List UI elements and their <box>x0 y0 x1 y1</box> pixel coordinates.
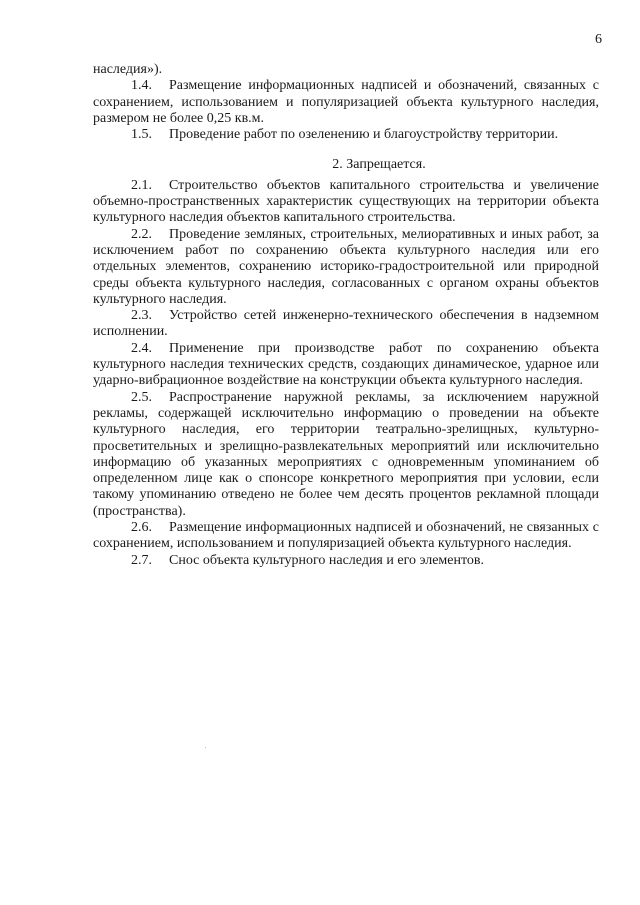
item-number: 2.2. <box>131 226 152 242</box>
document-body <box>93 62 599 569</box>
item-number: 2.1. <box>131 177 152 193</box>
item-1-5 <box>93 127 599 143</box>
item-number: 1.4. <box>131 78 152 94</box>
item-number: 2.3. <box>131 308 152 324</box>
item-2-6 <box>93 520 599 553</box>
item-2-2 <box>93 227 599 308</box>
item-text: Применение при производстве работ по сохранению объекта культурного наследия технических средств, создающих динамическое, ударное или ударно-вибрационное воздействие на конструкции объекта культурного наследия. <box>93 340 599 389</box>
item-number: 2.4. <box>131 340 152 356</box>
item-text: Размещение информационных надписей и обозначений, связанных с сохранением, использованием и популяризацией объекта культурного наследия, размером не более 0,25 кв.м. <box>93 78 599 126</box>
item-2-7 <box>93 553 599 569</box>
item-1-4 <box>93 78 599 127</box>
item-number: 2.5. <box>131 389 152 405</box>
item-text: Размещение информационных надписей и обозначений, не связанных с сохранением, использованием и популяризацией объекта культурного наследия. <box>93 520 599 552</box>
item-2-4 <box>93 341 599 390</box>
item-text: Проведение земляных, строительных, мелиоративных и иных работ, за исключением работ по сохранению объекта культурного наследия или его отдельных элементов, сохранению историко-градостроительной или природной среды объекта культурного наследия, согласованных с органом охраны объектов культурного наследия. <box>93 226 599 307</box>
scan-speck <box>205 747 206 748</box>
item-text: Устройство сетей инженерно-технического обеспечения в надземном исполнении. <box>93 308 599 340</box>
item-text: Снос объекта культурного наследия и его элементов. <box>169 552 485 568</box>
item-2-3 <box>93 308 599 341</box>
section-heading: 2. Запрещается. <box>332 157 426 173</box>
item-2-5 <box>93 390 599 520</box>
item-text: Распространение наружной рекламы, за исключением наружной рекламы, содержащей исключительно информацию о проведении на объекте культурного наследия, его территории театрально-зрелищных, культурно-просветительных и зрелищно-развлекательных мероприятий или исключительно информацию об указанных мероприятиях с одновременным упоминанием об определенном лице как о спонсоре конкретного мероприятия при условии, если такому упоминанию отведено не более чем десять процентов рекламной площади (пространства). <box>93 389 599 519</box>
item-text: Строительство объектов капитального строительства и увеличение объемно-пространственных характеристик существующих на территории объекта культурного наследия объектов капитального строительства. <box>93 177 599 226</box>
item-number: 1.5. <box>131 127 152 143</box>
item-number: 2.7. <box>131 552 152 568</box>
item-2-1 <box>93 178 599 227</box>
continuation-text: наследия»). <box>93 62 163 77</box>
item-number: 2.6. <box>131 520 152 536</box>
item-text: Проведение работ по озеленению и благоустройству территории. <box>169 127 559 143</box>
page-number: 6 <box>595 32 602 47</box>
